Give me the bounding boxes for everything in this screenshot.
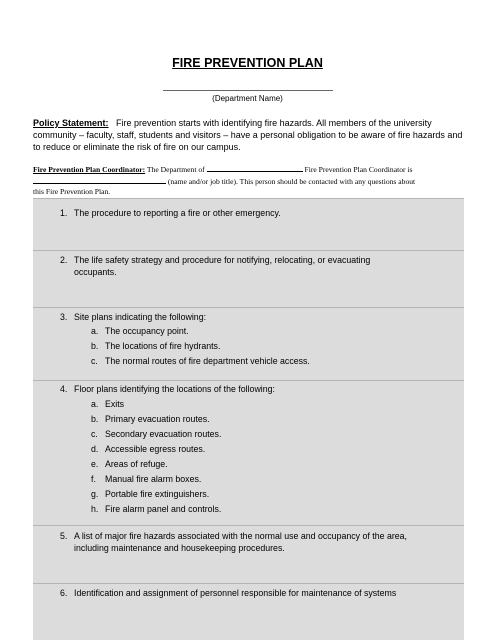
sub-item-letter: d. bbox=[91, 444, 99, 454]
item-number: 4. bbox=[60, 384, 68, 394]
sub-item-text: Secondary evacuation routes. bbox=[105, 429, 222, 439]
item-text: occupants. bbox=[74, 267, 117, 277]
sub-item-letter: a. bbox=[91, 326, 99, 336]
sub-item-letter: h. bbox=[91, 504, 99, 514]
sub-item-letter: g. bbox=[91, 489, 99, 499]
item-number: 2. bbox=[60, 255, 68, 265]
department-blank bbox=[207, 163, 303, 172]
item-text: including maintenance and housekeeping procedures. bbox=[74, 543, 285, 553]
coordinator-text-1: The Department of bbox=[146, 165, 205, 174]
item-text: A list of major fire hazards associated with the normal use and occupancy of the area, bbox=[74, 531, 407, 541]
sub-item-letter: e. bbox=[91, 459, 99, 469]
item-1-box bbox=[33, 198, 464, 250]
sub-item-text: Exits bbox=[105, 399, 125, 409]
sub-item-text: Fire alarm panel and controls. bbox=[105, 504, 222, 514]
sub-item-letter: a. bbox=[91, 399, 99, 409]
coordinator-text-4: this Fire Prevention Plan. bbox=[33, 187, 111, 196]
item-text: The life safety strategy and procedure for notifying, relocating, or evacuating bbox=[74, 255, 371, 265]
item-text: Identification and assignment of personnel responsible for maintenance of systems bbox=[74, 588, 397, 598]
sub-item-letter: b. bbox=[91, 414, 99, 424]
sub-item-text: The occupancy point. bbox=[105, 326, 189, 336]
coordinator-paragraph bbox=[33, 163, 463, 197]
page-title: FIRE PREVENTION PLAN bbox=[172, 56, 323, 70]
sub-item-text: The locations of fire hydrants. bbox=[105, 341, 221, 351]
item-number: 6. bbox=[60, 588, 68, 598]
sub-item-letter: f. bbox=[91, 474, 96, 484]
sub-item-letter: c. bbox=[91, 356, 98, 366]
coordinator-label: Fire Prevention Plan Coordinator: bbox=[33, 165, 146, 174]
policy-statement bbox=[33, 117, 463, 153]
policy-text: Fire prevention starts with identifying fire hazards. All members of the university community – faculty, staff, students and visitors – have a personal obligation to be aware of fire hazards and to reduce or eliminate the risk of fire on our campus. bbox=[33, 118, 463, 152]
department-name-label: (Department Name) bbox=[212, 94, 283, 103]
sub-item-text: Accessible egress routes. bbox=[105, 444, 206, 454]
sub-item-text: The normal routes of fire department vehicle access. bbox=[105, 356, 310, 366]
item-text: Floor plans identifying the locations of the following: bbox=[74, 384, 275, 394]
item-number: 3. bbox=[60, 312, 68, 322]
coordinator-name-blank bbox=[33, 175, 166, 184]
item-text: Site plans indicating the following: bbox=[74, 312, 207, 322]
sub-item-text: Manual fire alarm boxes. bbox=[105, 474, 202, 484]
sub-item-letter: c. bbox=[91, 429, 98, 439]
item-number: 1. bbox=[60, 208, 68, 218]
policy-label: Policy Statement: bbox=[33, 118, 109, 128]
sub-item-letter: b. bbox=[91, 341, 99, 351]
sub-item-text: Areas of refuge. bbox=[105, 459, 168, 469]
coordinator-text-2: Fire Prevention Plan Coordinator is bbox=[304, 165, 413, 174]
item-text: The procedure to reporting a fire or other emergency. bbox=[74, 208, 281, 218]
item-number: 5. bbox=[60, 531, 68, 541]
coordinator-text-3: (name and/or job title). This person should be contacted with any questions about bbox=[167, 177, 416, 186]
department-name-blank bbox=[163, 80, 333, 91]
sub-item-text: Primary evacuation routes. bbox=[105, 414, 210, 424]
sub-item-text: Portable fire extinguishers. bbox=[105, 489, 210, 499]
